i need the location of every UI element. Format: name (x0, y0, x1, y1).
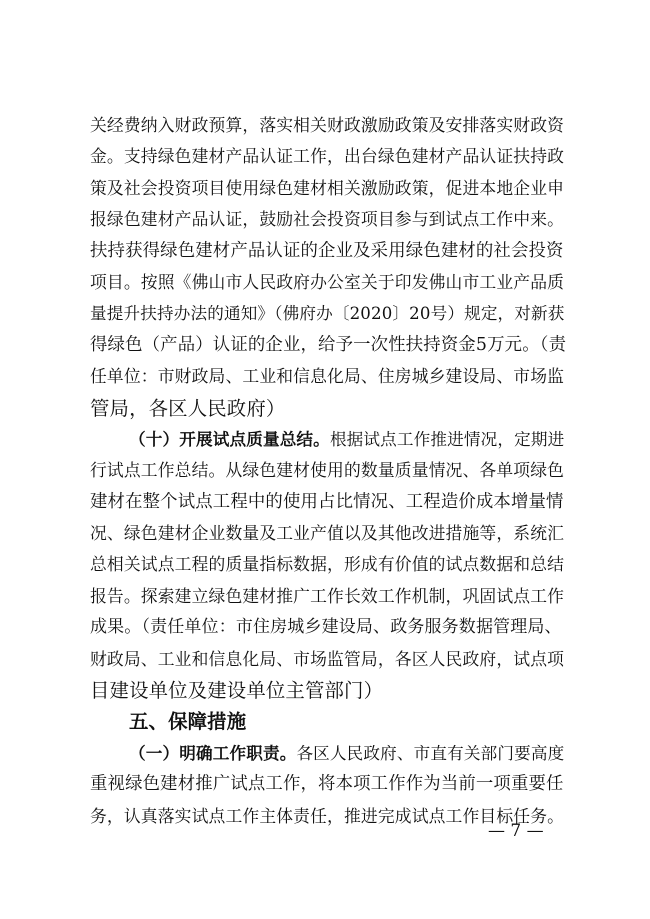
text-line: 任单位：市财政局、工业和信息化局、住房城乡建设局、市场监 (90, 366, 565, 387)
section-10-text: 根据试点工作推进情况，定期进 (329, 429, 565, 449)
text-line: 财政局、工业和信息化局、市场监管局，各区人民政府，试点项 (90, 648, 565, 669)
section-5-1-title: （一）明确工作职责。 (129, 742, 297, 763)
text-line: 行试点工作总结。从绿色建材使用的数量质量情况、各单项绿色 (90, 460, 565, 481)
text-line: 总相关试点工程的质量指标数据，形成有价值的试点数据和总结 (90, 554, 565, 575)
section-10-title: （十）开展试点质量总结。 (129, 428, 330, 449)
section-10-first-line (90, 424, 566, 455)
text-line: 目建设单位及建设单位主管部门） (90, 679, 384, 703)
text-line: 务，认真落实试点工作主体责任，推进完成试点工作目标任务。 (90, 805, 565, 826)
text-line: 量提升扶持办法的通知》（佛府办〔2020〕20号）规定，对新获 (90, 304, 565, 324)
section-5-1-text: 各区人民政府、市直有关部门要高度 (296, 743, 565, 763)
text-line: 成果。（责任单位：市住房城乡建设局、政务服务数据管理局、 (90, 617, 562, 638)
text-line: 重视绿色建材推广试点工作，将本项工作作为当前一项重要任 (90, 774, 564, 795)
text-line: 项目。按照《佛山市人民政府办公室关于印发佛山市工业产品质 (90, 271, 565, 292)
text-line: 关经费纳入财政预算，落实相关财政激励政策及安排落实财政资 (90, 115, 565, 135)
text-line: 报绿色建材产品认证，鼓励社会投资项目参与到试点工作中来。 (90, 209, 565, 230)
text-line: 金。支持绿色建材产品认证工作，出台绿色建材产品认证扶持政 (90, 146, 565, 167)
text-line: 得绿色（产品）认证的企业，给予一次性扶持资金5万元。（责 (90, 334, 567, 355)
page-number: — 7 — (488, 821, 544, 841)
section-5-1-first-line (90, 738, 566, 769)
text-line: 管局，各区人民政府） (90, 396, 286, 420)
text-line: 报告。探索建立绿色建材推广工作长效工作机制，巩固试点工作 (90, 585, 565, 606)
text-line: 策及社会投资项目使用绿色建材相关激励政策，促进本地企业申 (90, 177, 565, 198)
text-line: 扶持获得绿色建材产品认证的企业及采用绿色建材的社会投资 (90, 240, 564, 261)
section-heading-5: 五、保障措施 (129, 710, 247, 734)
text-line: 建材在整个试点工程中的使用占比情况、工程造价成本增量情 (90, 491, 564, 512)
text-line: 况、绿色建材企业数量及工业产值以及其他改进措施等，系统汇 (90, 523, 565, 544)
body-text (90, 110, 566, 832)
